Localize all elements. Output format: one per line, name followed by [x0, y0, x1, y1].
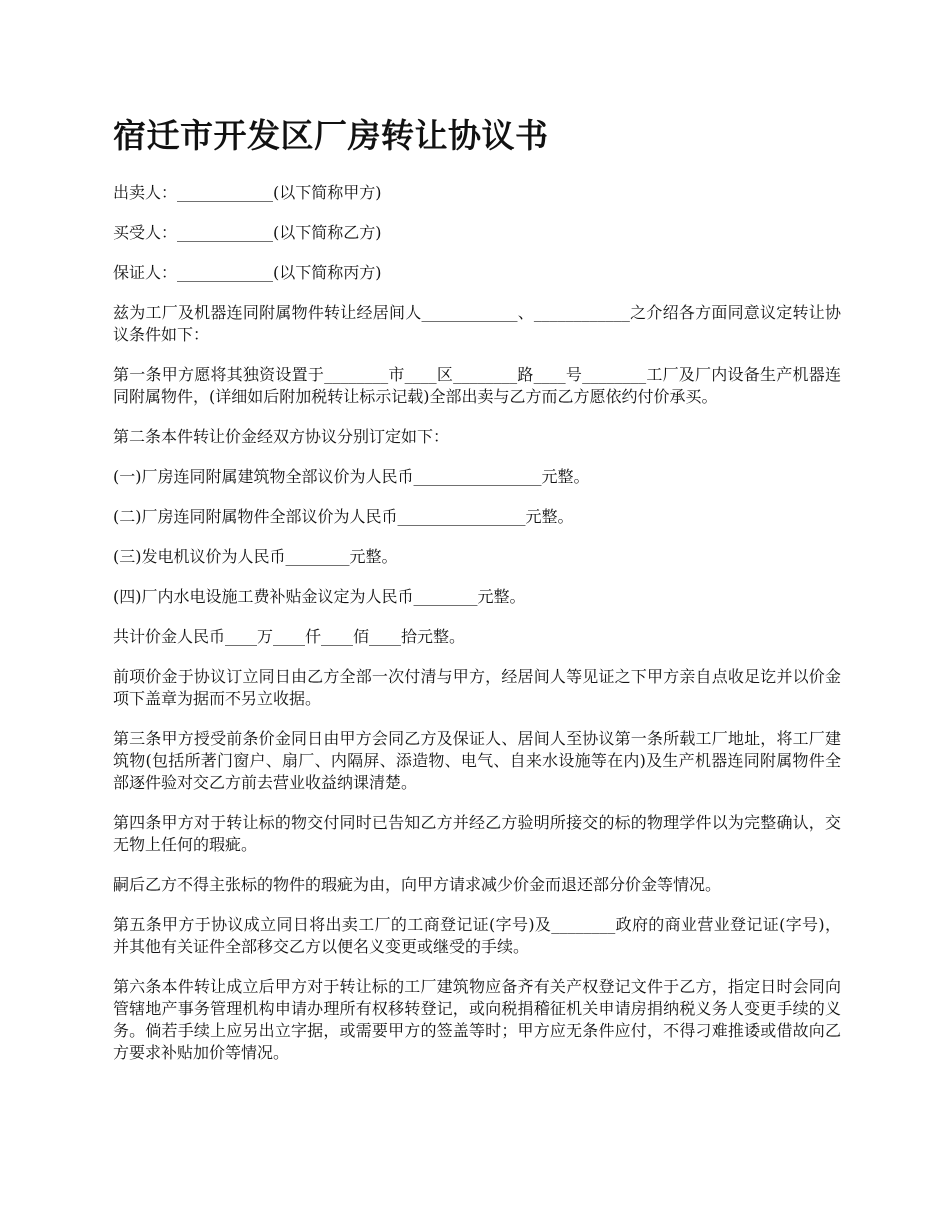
document-title: 宿迁市开发区厂房转让协议书: [113, 116, 549, 155]
document-page: [113, 112, 841, 1082]
preamble-paragraph: 兹为工厂及机器连同附属物件转让经居间人____________、____________之介绍各方面同意议定转让协议条件如下：: [113, 303, 841, 344]
price-total-line: 共计价金人民币____万____仟____佰____拾元整。: [113, 627, 466, 646]
article-5-paragraph: 第五条甲方于协议成立同日将出卖工厂的工商登记证(字号)及________政府的商业营业登记证(字号)，并其他有关证件全部移交乙方以便名义变更或继受的手续。: [113, 915, 841, 956]
article-2-paragraph: 第二条本件转让价金经双方协议分别订定如下：: [113, 427, 450, 446]
article-1-paragraph: 第一条甲方愿将其独资设置于________市____区________路____号________工厂及厂内设备生产机器连同附属物件，(详细如后附加税转让标示记载)全部出卖与乙方而乙方愿依约付价承买。: [113, 365, 841, 406]
article-6-paragraph: 第六条本件转让成立后甲方对于转让标的工厂建筑物应备齐有关产权登记文件于乙方，指定日时会同向管辖地产事务管理机构申请办理所有权移转登记，或向税捐稽征机关申请房捐纳税义务人变更手续的义务。倘若手续上应另出立字据，或需要甲方的签盖等时；甲方应无条件应付，不得刁难推诿或借故向乙方要求补贴加价等情况。: [113, 977, 841, 1062]
buyer-line: 买受人：____________(以下简称乙方): [113, 223, 382, 242]
article-3-paragraph: 第三条甲方授受前条价金同日由甲方会同乙方及保证人、居间人至协议第一条所载工厂地址，将工厂建筑物(包括所著门窗户、扇厂、内隔屏、添造物、电气、自来水设施等在内)及生产机器连同附属物件全部逐件验对交乙方前去营业收益纳课清楚。: [113, 729, 841, 792]
defect-claim-paragraph: 嗣后乙方不得主张标的物件的瑕疵为由，向甲方请求减少价金而退还部分价金等情况。: [113, 875, 722, 894]
price-item-1: (一)厂房连同附属建筑物全部议价为人民币________________元整。: [113, 467, 590, 486]
seller-line: 出卖人：____________(以下简称甲方): [113, 183, 382, 202]
price-item-3: (三)发电机议价为人民币________元整。: [113, 547, 398, 566]
price-item-4: (四)厂内水电设施工费补贴金议定为人民币________元整。: [113, 587, 526, 606]
guarantor-line: 保证人：____________(以下简称丙方): [113, 263, 382, 282]
price-item-2: (二)厂房连同附属物件全部议价为人民币________________元整。: [113, 507, 574, 526]
payment-paragraph: 前项价金于协议订立同日由乙方全部一次付清与甲方，经居间人等见证之下甲方亲自点收足讫并以价金项下盖章为据而不另立收据。: [113, 667, 841, 708]
article-4-paragraph: 第四条甲方对于转让标的物交付同时已告知乙方并经乙方验明所接交的标的物理学件以为完整确认，交无物上任何的瑕疵。: [113, 813, 841, 854]
